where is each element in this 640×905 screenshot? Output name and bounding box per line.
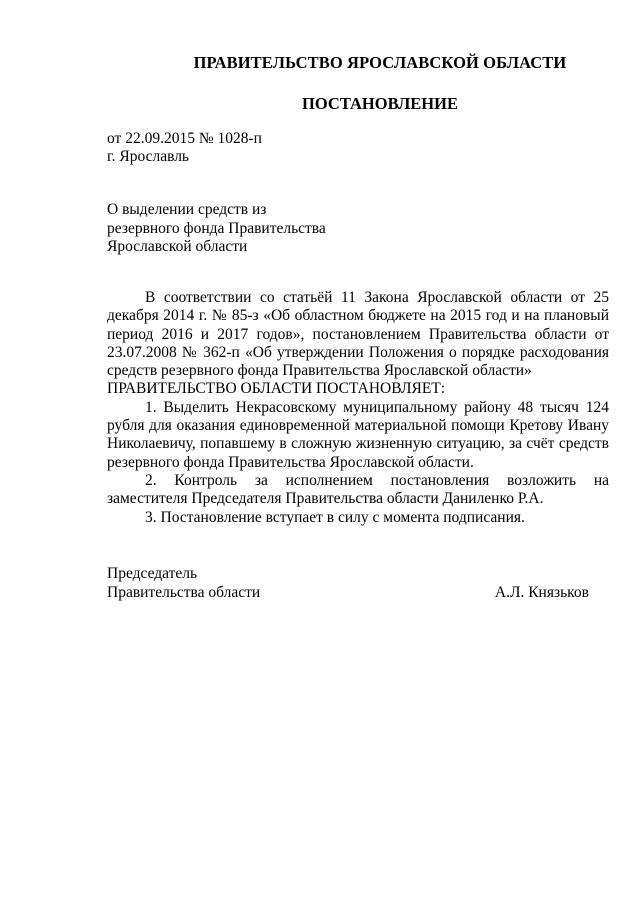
signatory-name: А.Л. Князьков xyxy=(494,583,589,601)
signatory-position: Правительства области xyxy=(107,583,261,601)
decree-item: 1. Выделить Некрасовскому муниципальному району 48 тысяч 124 рубля для оказания единовременной материальной помощи Кретову Ивану Николаевичу, попавшему в сложную жизненную ситуацию, за счёт средств резервного фонда Правительства Ярославской области. xyxy=(107,398,609,471)
decree-item: 2. Контроль за исполнением постановления возложить на заместителя Председателя Правительства области Даниленко Р.А. xyxy=(107,471,609,508)
document-city: г. Ярославль xyxy=(107,148,189,165)
document-subject xyxy=(107,201,326,257)
subject-line: О выделении средств из xyxy=(107,201,267,218)
signatory-position: Председатель xyxy=(107,565,198,582)
document-type-heading: ПОСТАНОВЛЕНИЕ xyxy=(302,94,458,113)
government-heading: ПРАВИТЕЛЬСТВО ЯРОСЛАВСКОЙ ОБЛАСТИ xyxy=(193,53,567,72)
document-body xyxy=(107,289,609,527)
subject-line: резервного фонда Правительства xyxy=(107,219,326,237)
document-date-number: от 22.09.2015 № 1028-п xyxy=(107,130,262,147)
subject-line: Ярославской области xyxy=(107,238,248,255)
preamble-paragraph: В соответствии со статьёй 11 Закона Ярославской области от 25 декабря 2014 г. № 85-з «Об областном бюджете на 2015 год и на плановый период 2016 и 2017 годов», постановлением Правительства области от 23.07.2008 № 362-п «Об утверждении Положения о порядке расходования средств резервного фонда Правительства Ярославской области» xyxy=(107,289,609,380)
decree-line: ПРАВИТЕЛЬСТВО ОБЛАСТИ ПОСТАНОВЛЯЕТ: xyxy=(107,380,446,398)
signature-block xyxy=(107,565,589,602)
decree-item: 3. Постановление вступает в силу с момента подписания. xyxy=(145,508,525,526)
